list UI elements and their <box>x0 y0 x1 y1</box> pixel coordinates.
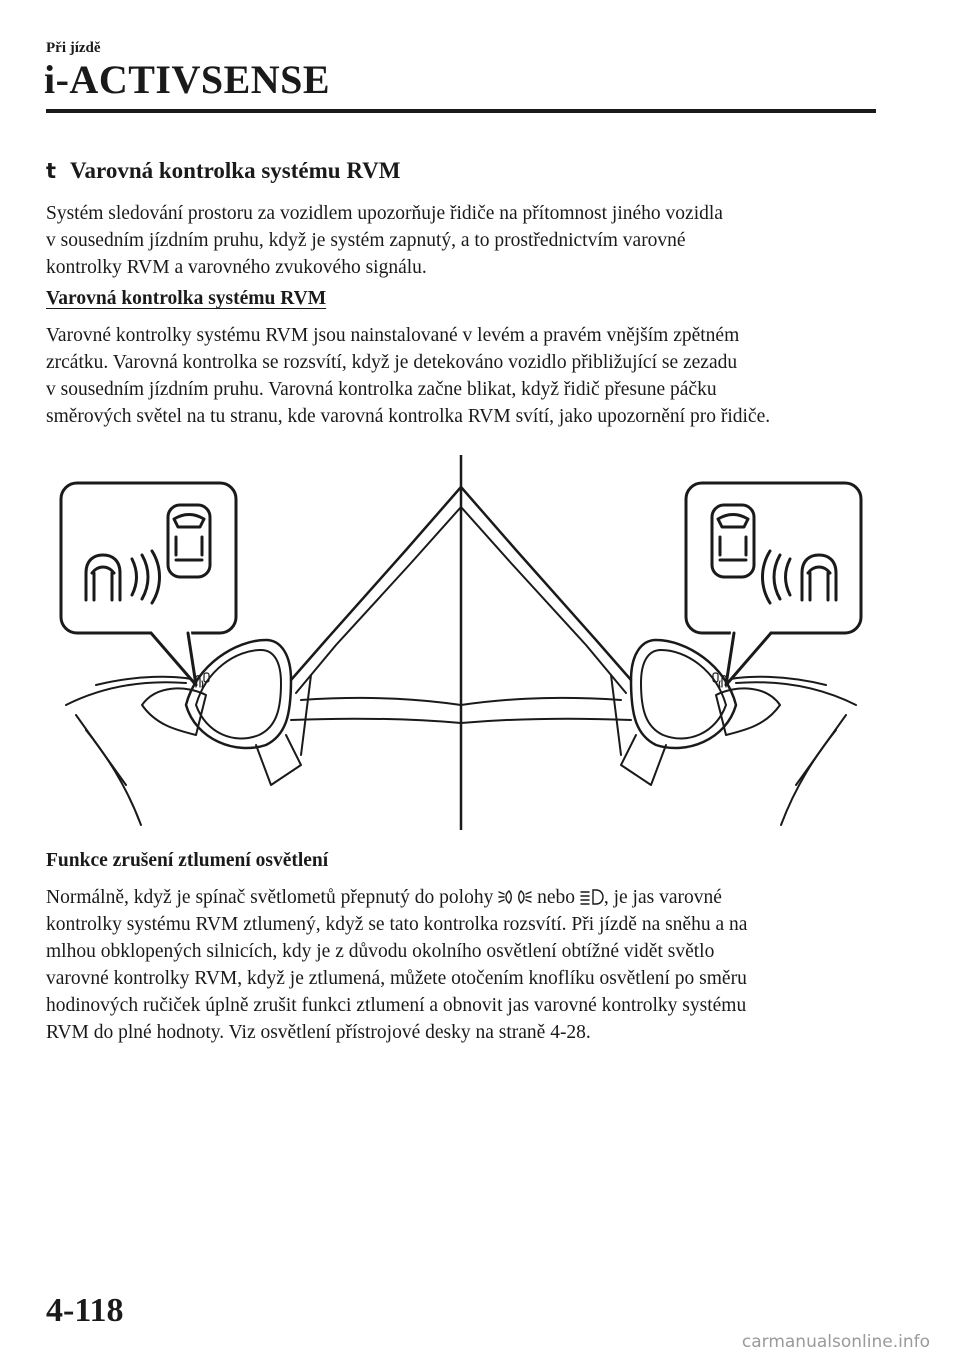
dimmer-line-2: kontrolky systému RVM ztlumený, když se tato kontrolka rozsvítí. Při jízdě na sněhu a na <box>46 914 748 935</box>
warning-light-heading: Varovná kontrolka systému RVM <box>46 288 327 309</box>
page-number: 4-118 <box>46 1292 124 1329</box>
right-mirror-illustration <box>461 483 861 825</box>
dimmer-cancel-paragraph <box>46 884 886 1046</box>
dimmer-line-5: hodinových ručiček úplně zrušit funkci ztlumení a obnovit jas varovné kontrolky systému <box>46 995 747 1016</box>
warning-line-1: Varovné kontrolky systému RVM jsou nainstalované v levém a pravém vnějším zpětném <box>46 325 740 346</box>
intro-line-2: v sousedním jízdním pruhu, když je systém zapnutý, a to prostřednictvím varovné <box>46 230 686 251</box>
intro-paragraph <box>46 200 886 281</box>
intro-line-3: kontrolky RVM a varovného zvukového signálu. <box>46 257 427 278</box>
warning-line-4: směrových světel na tu stranu, kde varovná kontrolka RVM svítí, jako upozornění pro řidiče. <box>46 406 771 427</box>
parking-lights-icon <box>498 888 532 906</box>
warning-line-3: v sousedním jízdním pruhu. Varovná kontrolka začne blikat, když řidič přesune páčku <box>46 379 717 400</box>
chapter-label: Při jízdě <box>46 40 101 56</box>
dimmer-line-3: mlhou obklopených silnicích, kdy je z důvodu okolního osvětlení obtížné vidět světlo <box>46 941 715 962</box>
dimmer-line-1-mid: nebo <box>532 887 580 908</box>
dimmer-line-6: RVM do plné hodnoty. Viz osvětlení přístrojové desky na straně 4-28. <box>46 1022 591 1043</box>
watermark: carmanualsonline.info <box>741 1332 930 1352</box>
chapter-title: i-ACTIVSENSE <box>44 57 331 102</box>
dimmer-line-1-start: Normálně, když je spínač světlometů přepnutý do polohy <box>46 887 499 908</box>
title-divider <box>46 109 876 113</box>
left-callout-bubble <box>61 483 236 685</box>
right-callout-bubble <box>686 483 861 685</box>
left-mirror-illustration <box>61 483 461 825</box>
section-heading-text: Varovná kontrolka systému RVM <box>70 158 401 183</box>
headlights-icon <box>580 888 604 906</box>
section-marker: t <box>46 159 57 183</box>
section-heading <box>46 158 400 184</box>
dimmer-cancel-heading: Funkce zrušení ztlumení osvětlení <box>46 850 329 871</box>
warning-line-2: zrcátku. Varovná kontrolka se rozsvítí, když je detekováno vozidlo přibližující se zezadu <box>46 352 738 373</box>
dimmer-line-4: varovné kontrolky RVM, když je ztlumená, můžete otočením knoflíku osvětlení po směru <box>46 968 747 989</box>
dimmer-line-1-end: , je jas varovné <box>603 887 722 908</box>
warning-light-paragraph <box>46 322 886 430</box>
intro-line-1: Systém sledování prostoru za vozidlem upozorňuje řidiče na přítomnost jiného vozidla <box>46 203 723 224</box>
mirror-illustration <box>46 455 876 830</box>
